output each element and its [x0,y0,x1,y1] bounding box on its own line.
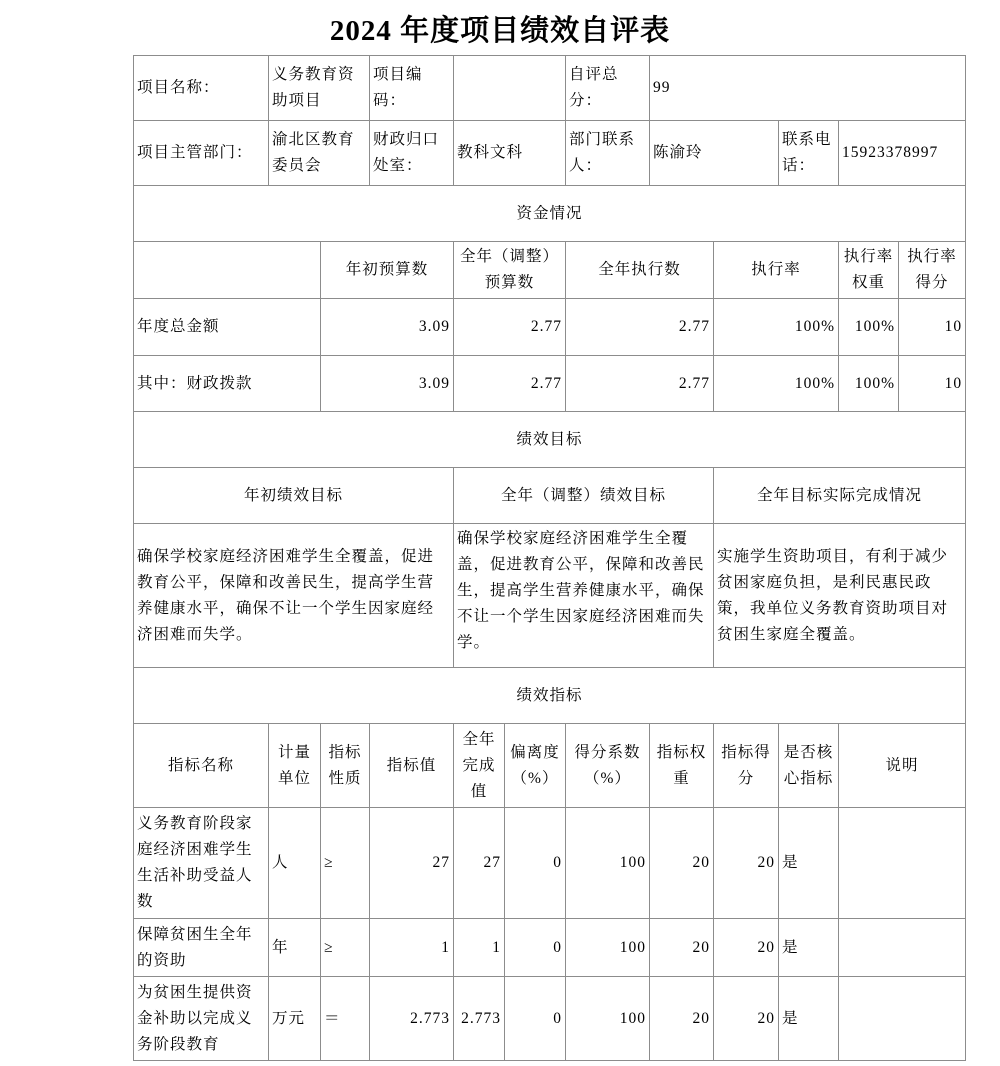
indicator-cell [839,919,966,977]
funds-cell: 3.09 [321,299,454,356]
indicator-header: 指标得分 [714,724,779,808]
indicator-cell: 20 [714,808,779,919]
funds-section-title: 资金情况 [134,186,966,242]
funds-header: 全年执行数 [566,242,714,299]
funds-cell: 100% [839,299,899,356]
indicator-cell: 20 [650,977,714,1061]
funds-header: 执行率 [714,242,839,299]
indicator-cell: 0 [505,808,566,919]
indicator-cell: 27 [370,808,454,919]
indicator-header: 全年完成值 [454,724,505,808]
funds-cell: 2.77 [566,356,714,412]
indicator-cell: 1 [370,919,454,977]
funds-cell: 10 [899,356,966,412]
indicator-cell: 万元 [269,977,321,1061]
indicator-header: 指标性质 [321,724,370,808]
indicators-section-title: 绩效指标 [134,668,966,724]
funds-cell: 10 [899,299,966,356]
dept-label: 项目主管部门： [134,121,269,186]
indicator-header: 指标权重 [650,724,714,808]
indicator-header: 计量单位 [269,724,321,808]
goals-header: 年初绩效目标 [134,468,454,524]
indicator-header: 得分系数（%） [566,724,650,808]
indicator-cell: 100 [566,808,650,919]
indicator-cell: 100 [566,977,650,1061]
indicator-cell: 27 [454,808,505,919]
dept: 渝北区教育委员会 [269,121,370,186]
funds-cell: 2.77 [454,356,566,412]
self-score-label: 自评总分： [566,56,650,121]
finance-office: 教科文科 [454,121,566,186]
indicator-cell: 1 [454,919,505,977]
funds-cell: 2.77 [566,299,714,356]
finance-office-label: 财政归口处室： [370,121,454,186]
indicator-cell: 20 [714,977,779,1061]
indicator-header: 说明 [839,724,966,808]
actual-completion: 实施学生资助项目，有利于减少贫困家庭负担，是利民惠民政策，我单位义务教育资助项目对贫困生家庭全覆盖。 [714,524,966,668]
indicator-header: 指标值 [370,724,454,808]
indicator-cell: 为贫困生提供资金补助以完成义务阶段教育 [134,977,269,1061]
indicator-cell: 100 [566,919,650,977]
funds-row [134,356,966,412]
funds-cell: 年度总金额 [134,299,321,356]
indicator-cell: 20 [650,808,714,919]
indicator-header: 是否核心指标 [779,724,839,808]
indicator-row [134,977,966,1061]
indicator-cell: 20 [714,919,779,977]
indicator-cell: 20 [650,919,714,977]
indicator-header: 偏离度（%） [505,724,566,808]
phone: 15923378997 [839,121,966,186]
indicator-cell: ≥ [321,808,370,919]
indicator-cell: 义务教育阶段家庭经济困难学生生活补助受益人数 [134,808,269,919]
indicator-cell: 2.773 [370,977,454,1061]
project-code-label: 项目编码： [370,56,454,121]
evaluation-table [133,55,966,1061]
indicator-cell: 年 [269,919,321,977]
indicator-cell: ≥ [321,919,370,977]
indicator-cell: ＝ [321,977,370,1061]
goals-header: 全年（调整）绩效目标 [454,468,714,524]
funds-row [134,299,966,356]
indicator-cell [839,808,966,919]
funds-cell: 100% [839,356,899,412]
contact-label: 部门联系人： [566,121,650,186]
indicator-header: 指标名称 [134,724,269,808]
indicator-cell: 是 [779,919,839,977]
indicator-cell: 是 [779,808,839,919]
indicator-cell: 保障贫困生全年的资助 [134,919,269,977]
project-name: 义务教育资助项目 [269,56,370,121]
funds-header: 执行率权重 [839,242,899,299]
funds-cell: 2.77 [454,299,566,356]
funds-header: 年初预算数 [321,242,454,299]
funds-cell: 其中：财政拨款 [134,356,321,412]
contact: 陈渝玲 [650,121,779,186]
goals-header: 全年目标实际完成情况 [714,468,966,524]
funds-cell: 100% [714,299,839,356]
indicator-row [134,919,966,977]
funds-cell: 100% [714,356,839,412]
goals-section-title: 绩效目标 [134,412,966,468]
funds-cell: 3.09 [321,356,454,412]
funds-header: 执行率得分 [899,242,966,299]
indicator-cell: 0 [505,919,566,977]
indicator-cell [839,977,966,1061]
page-title: 2024 年度项目绩效自评表 [329,15,671,47]
indicator-cell: 人 [269,808,321,919]
project-code [454,56,566,121]
initial-goal: 确保学校家庭经济困难学生全覆盖，促进教育公平，保障和改善民生，提高学生营养健康水平，确保不让一个学生因家庭经济困难而失学。 [134,524,454,668]
phone-label: 联系电话： [779,121,839,186]
indicator-cell: 是 [779,977,839,1061]
project-name-label: 项目名称： [134,56,269,121]
adjusted-goal: 确保学校家庭经济困难学生全覆盖，促进教育公平，保障和改善民生，提高学生营养健康水平，确保不让一个学生因家庭经济困难而失学。 [454,524,714,668]
funds-header [134,242,321,299]
self-score: 99 [650,56,966,121]
indicator-row [134,808,966,919]
indicator-cell: 0 [505,977,566,1061]
indicator-cell: 2.773 [454,977,505,1061]
funds-header: 全年（调整）预算数 [454,242,566,299]
